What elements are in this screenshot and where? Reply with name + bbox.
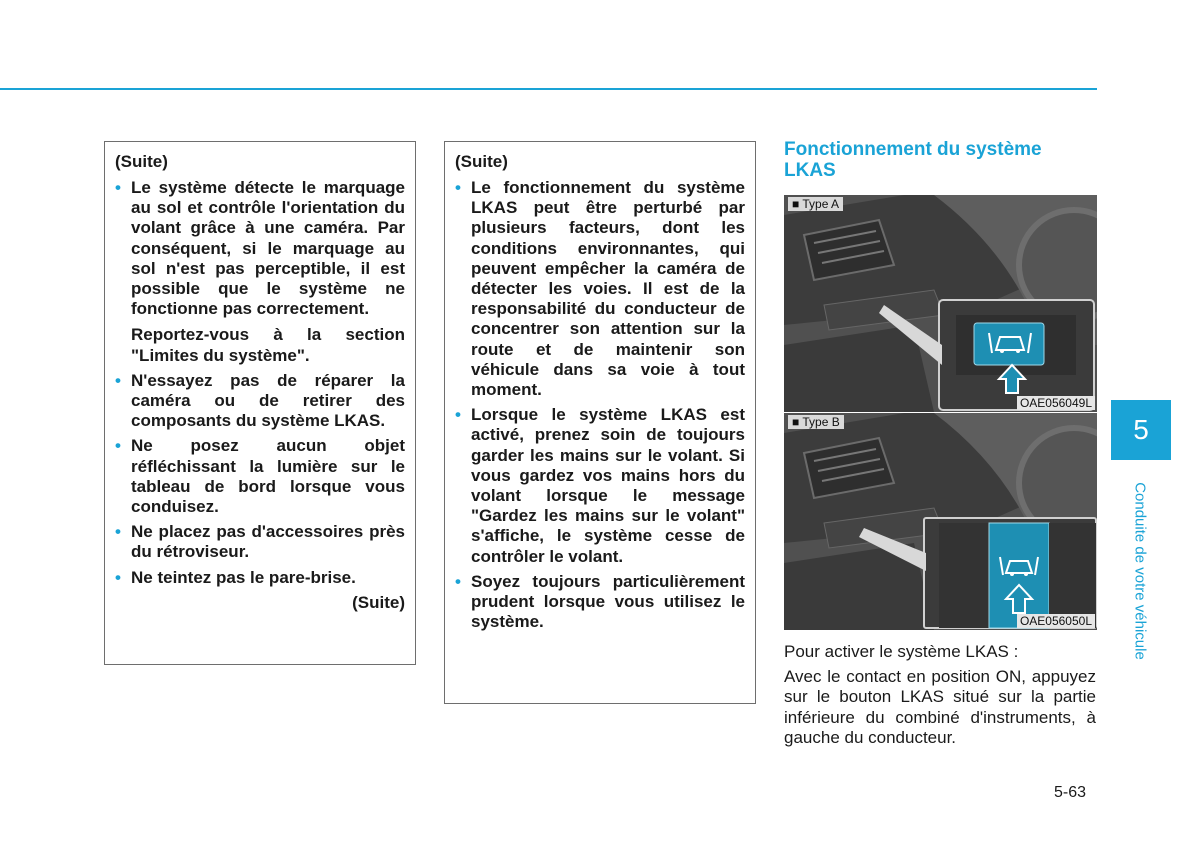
header-rule: [0, 88, 1097, 90]
box-heading: (Suite): [455, 152, 508, 171]
sub-note: Reportez-vous à la section "Limites du système".: [131, 325, 405, 365]
activation-instruction: Avec le contact en position ON, appuyez sur le bouton LKAS situé sur la partie inférieure du combiné d'instruments, à gauche du conducteur.: [784, 667, 1096, 748]
bullet-icon: •: [455, 178, 461, 197]
bullet-icon: •: [455, 405, 461, 425]
list-item: • Le fonctionnement du système LKAS peut être perturbé par plusieurs facteurs, dont les conditions environnantes, qui peuvent empêcher la caméra de détecter les voies. Il est de la responsabilité du conducteur de concentrer son attention sur la route et de maintenir son véhicule dans sa voie à tout moment.: [455, 178, 745, 400]
warning-box-left: [104, 141, 416, 665]
dashboard-illustration-b: [784, 413, 1097, 630]
bullet-icon: •: [115, 522, 121, 542]
bullet-list: [455, 178, 745, 632]
figure-type-a: [784, 195, 1097, 412]
list-item: • Soyez toujours particulièrement prudent lorsque vous utilisez le système.: [455, 571, 745, 632]
figure-tag: ■ Type A: [788, 197, 843, 211]
box-footer: (Suite): [352, 592, 405, 612]
page-number: 5-63: [1054, 784, 1087, 801]
bullet-list: [115, 371, 405, 588]
list-item: • N'essayez pas de réparer la caméra ou de retirer des composants du système LKAS.: [115, 370, 405, 431]
bullet-icon: •: [115, 436, 121, 456]
chapter-label-text: Conduite de votre véhicule: [1131, 481, 1149, 660]
bullet-icon: •: [115, 370, 121, 390]
bullet-list: [115, 178, 405, 319]
warning-box-middle: [444, 141, 756, 704]
chapter-label: [1129, 463, 1151, 678]
chapter-tab: 5: [1111, 400, 1171, 460]
activation-intro: Pour activer le système LKAS :: [784, 642, 1019, 661]
figure-type-b: [784, 413, 1097, 630]
bullet-icon: •: [115, 567, 121, 587]
section-title: Fonctionnement du système LKAS: [784, 139, 1042, 181]
list-item: • Ne teintez pas le pare-brise.: [115, 567, 356, 587]
bullet-icon: •: [115, 178, 121, 197]
list-item: • Lorsque le système LKAS est activé, prenez soin de toujours garder les mains sur le volant. Si vous gardez vos mains hors du volant lorsque le message "Gardez les mains sur le volant" s'affiche, le système cesse de contrôler le volant.: [455, 405, 745, 566]
bullet-icon: •: [455, 571, 461, 591]
dashboard-illustration-a: [784, 195, 1097, 412]
box-heading: (Suite): [115, 152, 168, 171]
figure-code: OAE056049L: [1017, 396, 1095, 410]
list-item: • Le système détecte le marquage au sol et contrôle l'orientation du volant grâce à une caméra. Par conséquent, si le marquage au sol n'est pas perceptible, il est possible que le système ne fonctionne pas correctement.: [115, 178, 405, 319]
figure-tag: ■ Type B: [788, 415, 844, 429]
figure-code: OAE056050L: [1017, 614, 1095, 628]
list-item: • Ne placez pas d'accessoires près du rétroviseur.: [115, 522, 405, 562]
list-item: • Ne posez aucun objet réfléchissant la lumière sur le tableau de bord lorsque vous conduisez.: [115, 436, 405, 517]
